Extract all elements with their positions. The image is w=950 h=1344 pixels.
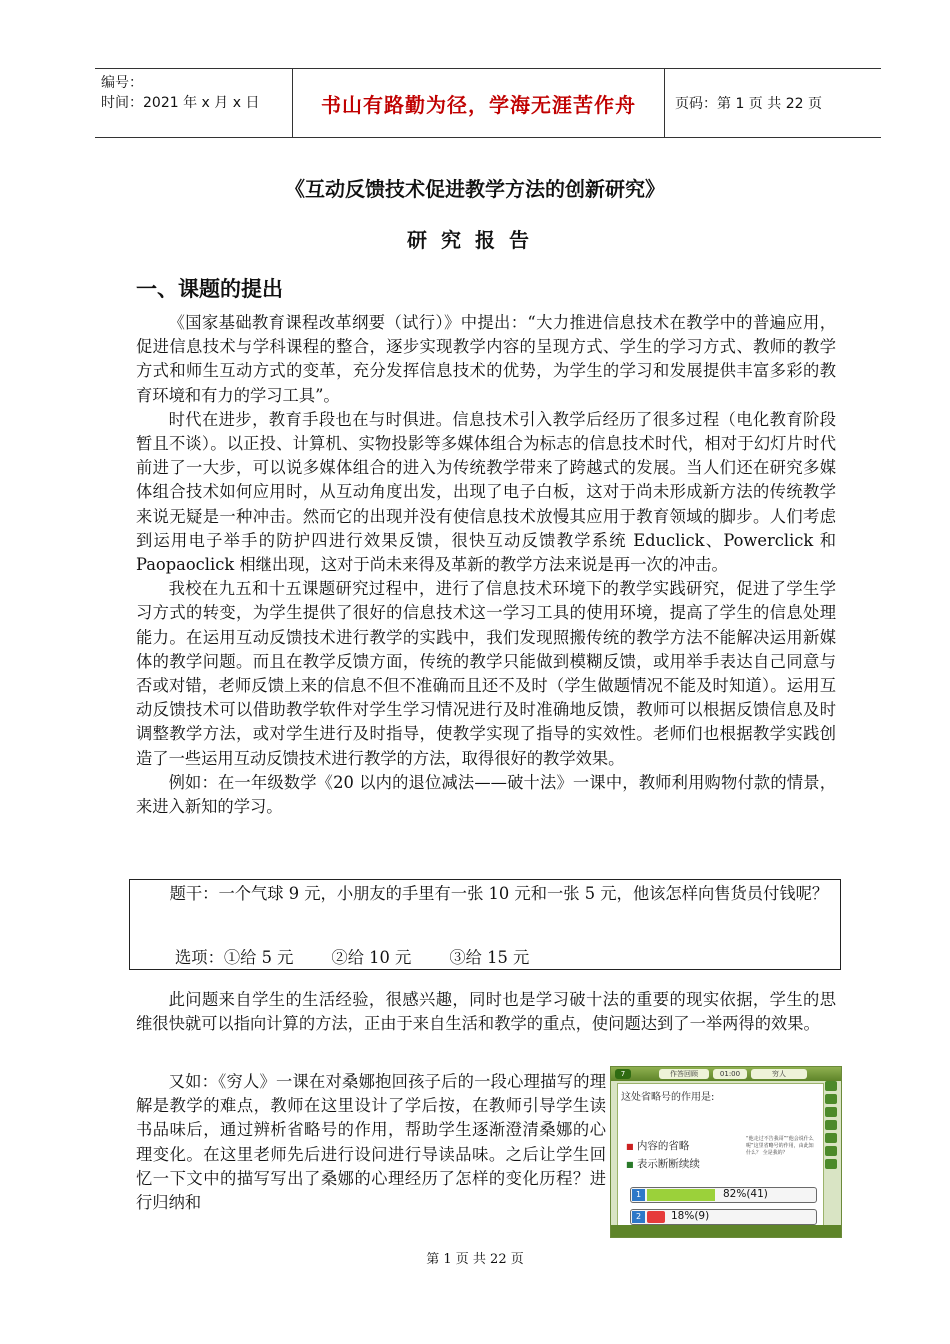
paragraph: 此问题来自学生的生活经验，很感兴趣，同时也是学习破十法的重要的现实依据，学生的思维很快就可以指向计算的方法，正由于来自生活和教学的重点，使问题达到了一举两得的效果。 xyxy=(136,990,836,1034)
time-label: 时间：2021 年 x 月 x 日 xyxy=(101,95,260,111)
option-3: ③给 15 元 xyxy=(449,948,530,967)
screenshot-topbar xyxy=(611,1067,841,1081)
header-motto-cell xyxy=(292,69,665,137)
bar-1-number: 1 xyxy=(632,1189,645,1201)
review-tab: 作答回顾 xyxy=(659,1069,709,1079)
paragraph: 我校在九五和十五课题研究过程中，进行了信息技术环境下的教学实践研究，促进了学生学习方式的转变，为学生提供了很好的信息技术这一学习工具的使用环境，提高了学生的信息处理能力。在运用互动反馈技术进行教学的实践中，我们发现照搬传统的教学方法不能解决运用新媒体的教学问题。而且在教学反馈方面，传统的教学只能做到模糊反馈，或用举手表达自己同意与否或对错，老师反馈上来的信息不但不准确而且还不及时（学生做题情况不能及时知道）。运用互动反馈技术可以借助教学软件对学生学习情况进行及时准确地反馈，教师可以根据反馈信息及时调整教学方法，或对学生进行及时指导，使教学实现了指导的实效性。老师们也根据教学实践创造了一些运用互动反馈技术进行教学的方法，取得很好的教学效果。 xyxy=(136,579,836,768)
option-marker-icon: ■ xyxy=(626,1142,634,1151)
tool-icon xyxy=(825,1120,837,1130)
question-number: 7 xyxy=(615,1069,631,1079)
question-box xyxy=(129,879,841,970)
bar-1-fill xyxy=(647,1189,715,1201)
header-motto: 书山有路勤为径，学海无涯苦作舟 xyxy=(321,92,636,117)
page-number-label: 页码：第 1 页 共 22 页 xyxy=(675,96,822,112)
page-header xyxy=(95,68,881,138)
body-block-1 xyxy=(136,311,836,819)
question-stem: 题干：一个气球 9 元，小朋友的手里有一张 10 元和一张 5 元，他该怎样向售货员付钱呢？ xyxy=(169,884,829,903)
body-block-3 xyxy=(136,1070,606,1215)
paragraph: 又如：《穷人》一课在对桑娜抱回孩子后的一段心理描写的理解是教学的难点，教师在这里设计了学后按，在教师引导学生读书品味后，通过辨析省略号的作用，帮助学生逐渐澄清桑娜的心理变化。在这里老师先后进行设问进行导读品味。之后让学生回忆一下文中的描写写出了桑娜的心理经历了怎样的变化历程？进行归纳和 xyxy=(136,1072,606,1213)
screenshot-question: 这处省略号的作用是: xyxy=(621,1092,715,1103)
document-title: 《互动反馈技术促进教学方法的创新研究》 xyxy=(285,177,665,201)
paragraph: 时代在进步，教育手段也在与时俱进。信息技术引入教学后经历了很多过程（电化教育阶段暂且不谈）。以正投、计算机、实物投影等多媒体组合为标志的信息技术时代，相对于幻灯片时代前进了一大步，可以说多媒体组合的进入为传统教学带来了跨越式的发展。当人们还在研究多媒体组合技术如何应用时，从互动角度出发，出现了电子白板，这对于尚未形成新方法的传统教学来说无疑是一种冲击。然而它的出现并没有使信息技术放慢其应用于教育领域的脚步。人们考虑到运用电子举手的防护四进行效果反馈，很快互动反馈教学系统 Educlick、Powerclick 和 Paopaoclick 相继出现，这对于尚未来得及革新的教学方法来说是再一次的冲击。 xyxy=(136,409,836,575)
screenshot-option-1 xyxy=(626,1138,689,1153)
page-footer: 第 1 页 共 22 页 xyxy=(426,1252,524,1267)
result-bar-2 xyxy=(630,1209,817,1225)
result-bar-1 xyxy=(630,1187,817,1203)
document-subtitle: 研究报告 xyxy=(407,228,543,252)
bar-1-label: 82%(41) xyxy=(723,1188,768,1200)
timer: 01:00 xyxy=(713,1069,747,1079)
screenshot-option-2-text: 表示断断续续 xyxy=(636,1158,700,1170)
option-1: ①给 5 元 xyxy=(223,948,294,967)
tool-icon xyxy=(825,1146,837,1156)
number-label: 编号： xyxy=(101,75,143,91)
side-toolbar xyxy=(825,1081,837,1231)
screenshot-option-1-text: 内容的省略 xyxy=(636,1140,690,1152)
section-heading: 一、课题的提出 xyxy=(136,277,283,301)
tool-icon xyxy=(825,1133,837,1143)
options-label: 选项： xyxy=(175,948,224,967)
question-panel xyxy=(617,1083,824,1227)
paragraph: 《国家基础教育课程改革纲要（试行）》中提出：“大力推进信息技术在教学中的普遍应用，促进信息技术与学科课程的整合，逐步实现教学内容的呈现方式、学生的学习方式、教师的教学方式和师生互动方式的变革，充分发挥信息技术的优势，为学生的学习和发展提供丰富多彩的教育环境和有力的学习工具”。 xyxy=(136,313,836,405)
bar-2-number: 2 xyxy=(632,1211,645,1223)
screenshot-note: “他走过不告我哥”“他会说什么呢”这里省略号的作用，由此知什么？ 全是我的？ xyxy=(746,1136,814,1156)
paragraph: 例如：在一年级数学《20 以内的退位减法——破十法》一课中，教师利用购物付款的情景，来进入新知的学习。 xyxy=(136,772,836,817)
tool-icon xyxy=(825,1107,837,1117)
screenshot-bottombar xyxy=(611,1225,841,1237)
bar-2-label: 18%(9) xyxy=(671,1210,710,1222)
tool-icon xyxy=(825,1159,837,1169)
tool-icon xyxy=(825,1094,837,1104)
option-marker-icon: ■ xyxy=(626,1160,634,1169)
option-2: ②给 10 元 xyxy=(331,948,412,967)
header-meta xyxy=(95,69,292,137)
body-block-2 xyxy=(136,988,836,1036)
tool-icon xyxy=(825,1081,837,1091)
lesson-tab: 穷人 xyxy=(751,1069,807,1079)
screenshot-option-2 xyxy=(626,1156,700,1171)
question-options xyxy=(175,946,567,970)
bar-2-fill xyxy=(647,1211,665,1223)
clicker-software-screenshot xyxy=(610,1066,842,1238)
